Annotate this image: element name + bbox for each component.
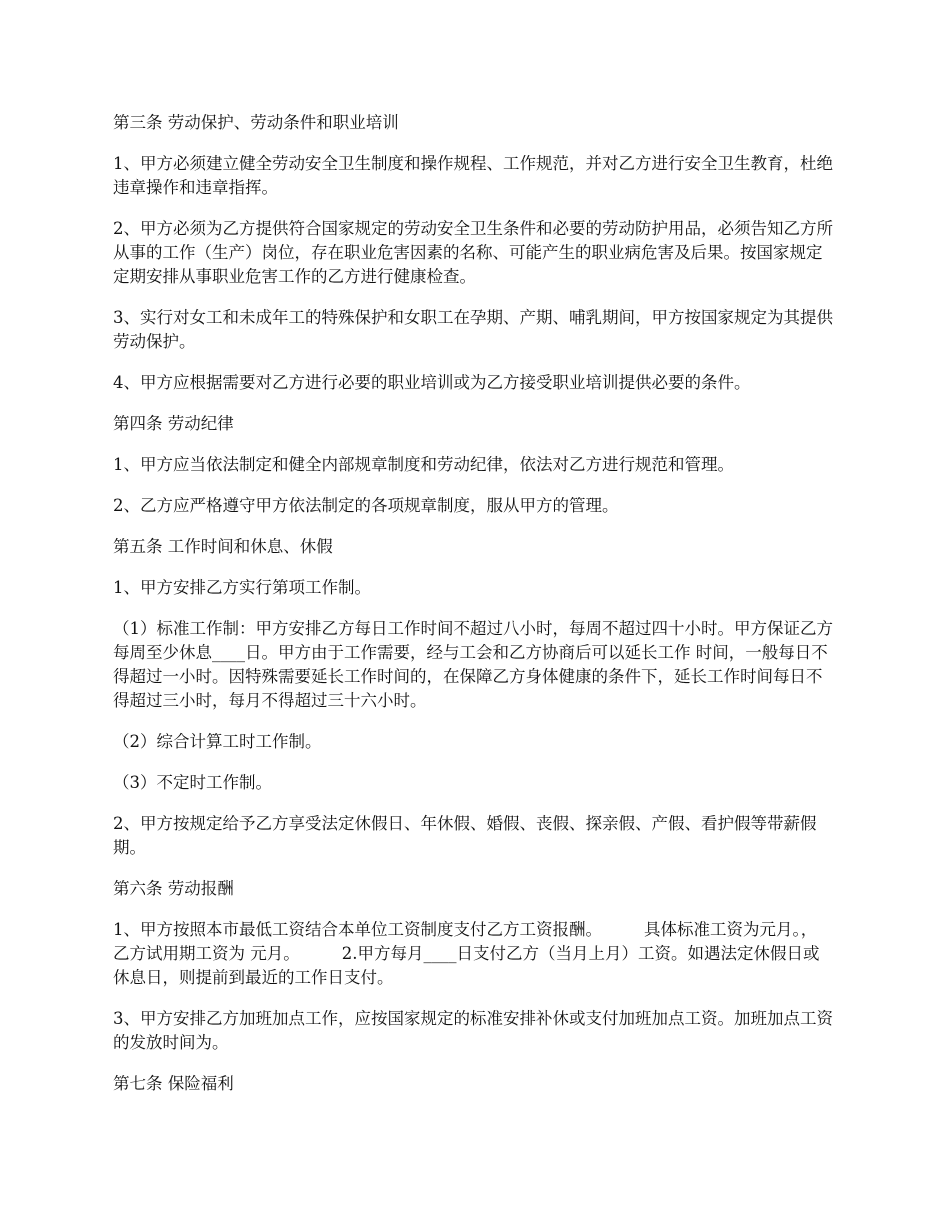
article-5-item-1-comprehensive: （2）综合计算工时工作制。 bbox=[113, 732, 322, 751]
article-6-heading: 第六条 劳动报酬 bbox=[113, 879, 234, 898]
article-5-item-2: 2、甲方按规定给予乙方享受法定休假日、年休假、婚假、丧假、探亲假、产假、看护假等带薪假期。 bbox=[113, 814, 817, 857]
article-3-heading: 第三条 劳动保护、劳动条件和职业培训 bbox=[113, 113, 399, 132]
article-3-item-4: 4、甲方应根据需要对乙方进行必要的职业培训或为乙方接受职业培训提供必要的条件。 bbox=[113, 373, 751, 392]
article-4-item-2: 2、乙方应严格遵守甲方依法制定的各项规章制度，服从甲方的管理。 bbox=[113, 496, 619, 515]
article-4-heading: 第四条 劳动纪律 bbox=[113, 414, 234, 433]
article-3-item-1: 1、甲方必须建立健全劳动安全卫生制度和操作规程、工作规范，并对乙方进行安全卫生教育，杜绝违章操作和违章指挥。 bbox=[113, 154, 833, 197]
article-6-item-3: 3、甲方安排乙方加班加点工作，应按国家规定的标准安排补休或支付加班加点工资。加班加点工资的发放时间为。 bbox=[113, 1009, 833, 1052]
article-3-item-2: 2、甲方必须为乙方提供符合国家规定的劳动安全卫生条件和必要的劳动防护用品，必须告知乙方所从事的工作（生产）岗位，存在职业危害因素的名称、可能产生的职业病危害及后果。按国家规定定期安排从事职业危害工作的乙方进行健康检查。 bbox=[113, 219, 833, 286]
article-4-item-1: 1、甲方应当依法制定和健全内部规章制度和劳动纪律，依法对乙方进行规范和管理。 bbox=[113, 455, 734, 474]
article-6-item-1: 1、甲方按照本市最低工资结合本单位工资制度支付乙方工资报酬。 具体标准工资为元月。，乙方试用期工资为 元月。 2.甲方每月____日支付乙方（当月上月）工资。如遇法定休假日或休息日，则提前到最近的工作日支付。 bbox=[113, 920, 820, 987]
article-5-item-1-standard: （1）标准工作制：甲方安排乙方每日工作时间不超过八小时，每周不超过四十小时。甲方保证乙方每周至少休息____日。甲方由于工作需要，经与工会和乙方协商后可以延长工作 时间，一般每日不得超过一小时。因特殊需要延长工作时间的，在保障乙方身体健康的条件下，延长工作时间每日不得超过三小时，每月不得超过三十六小时。 bbox=[113, 619, 833, 710]
article-5-heading: 第五条 工作时间和休息、休假 bbox=[113, 537, 333, 556]
article-7-heading: 第七条 保险福利 bbox=[113, 1074, 234, 1093]
document-page bbox=[113, 111, 833, 1113]
article-5-item-1: 1、甲方安排乙方实行第项工作制。 bbox=[113, 578, 371, 597]
article-5-item-1-flexible: （3）不定时工作制。 bbox=[113, 773, 272, 792]
article-3-item-3: 3、实行对女工和未成年工的特殊保护和女职工在孕期、产期、哺乳期间，甲方按国家规定为其提供劳动保护。 bbox=[113, 308, 833, 351]
